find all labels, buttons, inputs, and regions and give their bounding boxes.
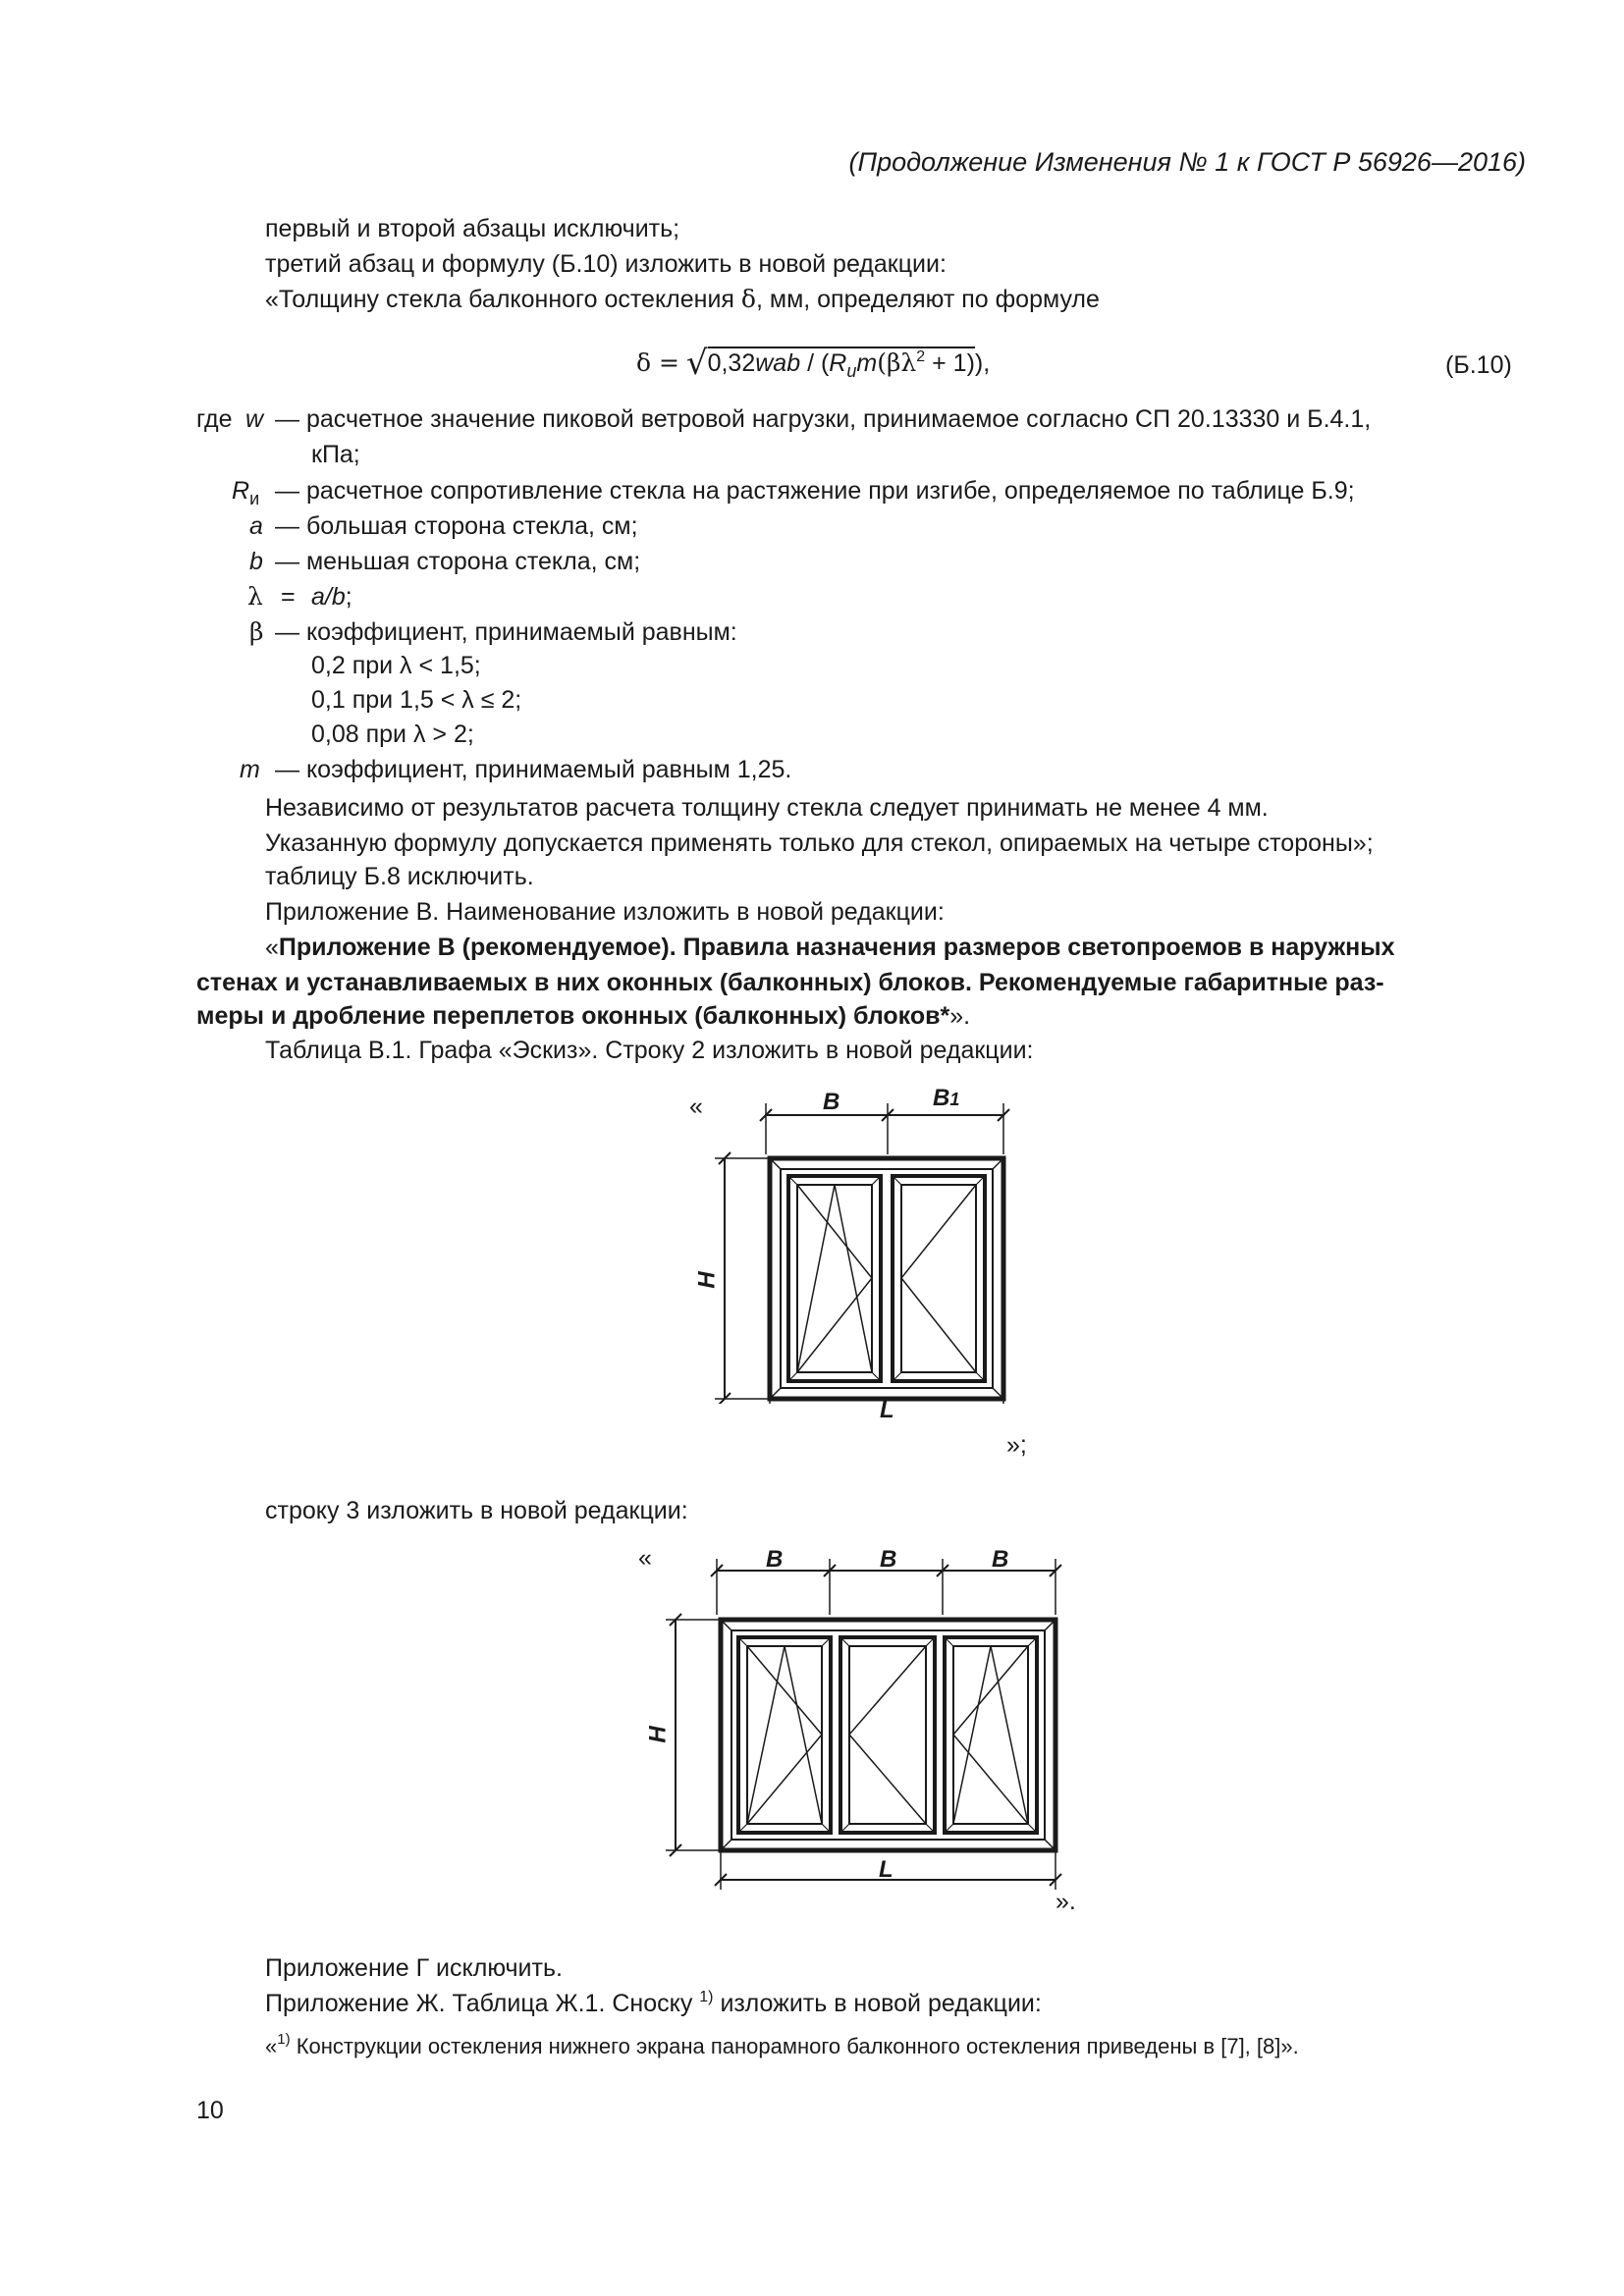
page-number: 10 — [196, 2097, 224, 2124]
sqrt-icon: √ — [685, 344, 708, 383]
sketch1-close-quote: »; — [1006, 1431, 1027, 1459]
def-w-text: — расчетное значение пиковой ветровой нагрузки, принимаемое согласно СП 20.13330 и Б.4.1, — [275, 405, 1372, 433]
sketch1-open-quote: « — [689, 1093, 703, 1120]
def-beta-symbol: β — [249, 617, 264, 646]
sketch2-label-H: H — [644, 1726, 672, 1743]
sketch2-label-B-2: B — [880, 1546, 897, 1573]
bold-title-1: «Приложение В (рекомендуемое). Правила назначения размеров светопроемов в наружных — [265, 934, 1395, 961]
formula: $\delta = √0,32wab / (R_иm(\beta\lambda^2 + 1))$, — [636, 344, 991, 383]
def-a-symbol: a — [249, 512, 263, 540]
para-7: Приложение Г исключить. — [265, 1954, 563, 1982]
def-R-symbol: $R_и$ — [232, 477, 260, 508]
bold-title-2: стенах и устанавливаемых в них оконных (балконных) блоков. Рекомендуемые габаритные раз- — [196, 969, 1384, 996]
para-2: Указанную формулу допускается применять только для стекол, опираемых на четыре стороны»; — [265, 829, 1374, 857]
para-1: Независимо от результатов расчета толщину стекла следует принимать не менее 4 мм. — [265, 794, 1269, 822]
sketch2-label-B-1: B — [766, 1546, 784, 1573]
def-beta-case-1: 0,2 при λ < 1,5; — [311, 652, 481, 679]
def-beta-text: — коэффициент, принимаемый равным: — [275, 618, 737, 646]
def-w-cont: кПа; — [311, 441, 360, 468]
def-b-text: — меньшая сторона стекла, см; — [275, 548, 641, 575]
bold-title-3: меры и дробление переплетов оконных (балконных) блоков*». — [196, 1002, 971, 1030]
formula-number: (Б.10) — [1445, 351, 1512, 379]
def-lambda-value: a/b; — [311, 583, 352, 611]
formula-radicand: $0,32wab / (R_иm(\beta\lambda^2 + 1)$ — [707, 348, 975, 381]
sketch1-window-diagram — [707, 1090, 1031, 1404]
line-2: третий абзац и формулу (Б.10) изложить в новой редакции: — [265, 250, 947, 278]
def-R-text: — расчетное сопротивление стекла на растяжение при изгибе, определяемое по таблице Б.9; — [275, 477, 1355, 505]
def-where: где — [196, 405, 233, 433]
def-beta-case-2: 0,1 при 1,5 < λ ≤ 2; — [311, 686, 522, 714]
sketch1-label-B1: B1 — [933, 1085, 960, 1111]
sketch1-label-H: H — [693, 1271, 721, 1289]
def-b-symbol: b — [249, 548, 263, 575]
sketch2-label-B-3: B — [992, 1546, 1009, 1573]
sketch1-label-B: B — [823, 1089, 840, 1115]
sketch1-label-L: L — [880, 1397, 894, 1423]
formula-lhs: δ = — [636, 348, 679, 377]
sketch2-label-L: L — [879, 1856, 893, 1883]
def-w-symbol: w — [245, 405, 264, 433]
para-3: таблицу Б.8 исключить. — [265, 863, 534, 890]
sketch2-open-quote: « — [638, 1544, 652, 1572]
def-m-text: — коэффициент, принимаемый равным 1,25. — [275, 756, 792, 783]
para-4: Приложение В. Наименование изложить в новой редакции: — [265, 898, 945, 926]
running-header: (Продолжение Изменения № 1 к ГОСТ Р 56926—2016) — [848, 147, 1526, 177]
sketch2-close-quote: ». — [1056, 1888, 1076, 1915]
def-lambda-symbol: λ — [247, 582, 263, 611]
def-a-text: — большая сторона стекла, см; — [275, 512, 638, 540]
def-beta-case-3: 0,08 при λ > 2; — [311, 721, 474, 748]
sketch2-window-diagram — [658, 1541, 1070, 1904]
para-6: строку 3 изложить в новой редакции: — [265, 1497, 688, 1524]
para-5: Таблица В.1. Графа «Эскиз». Строку 2 изложить в новой редакции: — [265, 1037, 1034, 1064]
def-m-symbol: m — [240, 756, 260, 783]
def-lambda-eq: = — [281, 583, 296, 611]
line-1: первый и второй абзацы исключить; — [265, 215, 680, 242]
para-9-footnote: «$^{1)}$ Конструкции остекления нижнего экрана панорамного балконного остекления приведены в [7], [8]». — [265, 2031, 1299, 2058]
para-8: Приложение Ж. Таблица Ж.1. Сноску $^{1)}$ изложить в новой редакции: — [265, 1989, 1042, 2017]
line-3: «Толщину стекла балконного остекления δ, мм, определяют по формуле — [265, 285, 1100, 313]
